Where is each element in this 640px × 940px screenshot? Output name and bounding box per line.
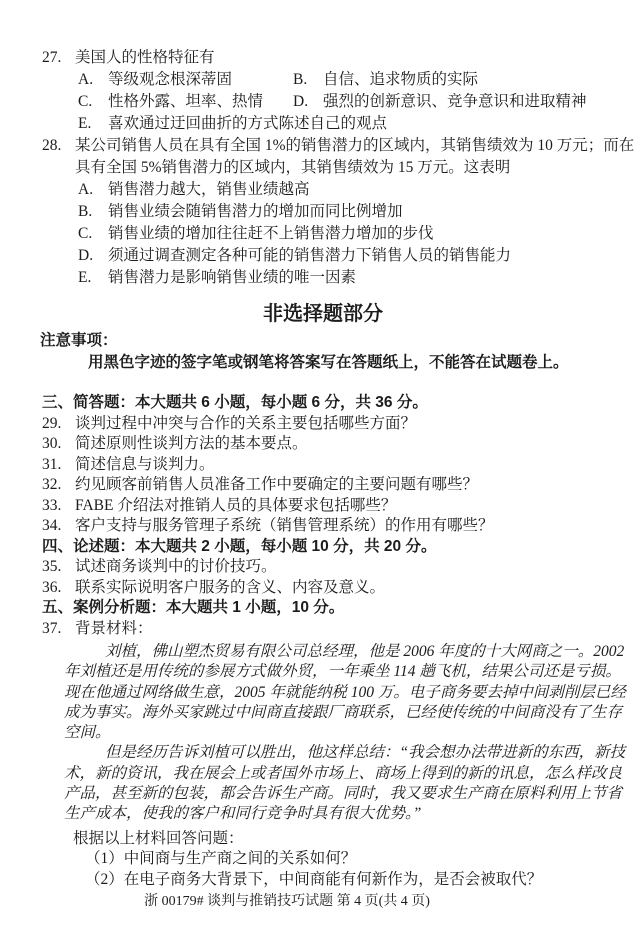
section-3	[42, 393, 604, 537]
question-29: 29. 谈判过程中冲突与合作的关系主要包括哪些方面？	[42, 414, 417, 432]
question-28-number: 28.	[42, 137, 62, 154]
question-27	[42, 47, 604, 135]
question-28-stem-line2: 具有全国 5%销售潜力的区域内，其销售绩效为 15 万元。这表明	[75, 159, 511, 176]
material-p1-line5: 空间。	[64, 724, 111, 742]
sub-question-1: （1） 中间商与生产商之间的关系如何？	[85, 850, 357, 868]
section-3-heading: 三、简答题：本大题共 6 小题，每小题 6 分，共 36 分。	[42, 394, 428, 411]
question-31: 31. 简述信息与谈判力。	[42, 455, 215, 473]
option-27-e: E. 喜欢通过迂回曲折的方式陈述自己的观点	[78, 115, 388, 132]
part-title: 非选择题部分	[263, 303, 383, 325]
option-28-a: A. 销售潜力越大，销售业绩越高	[78, 181, 310, 198]
question-27-options	[78, 69, 604, 135]
question-32: 32. 约见顾客前销售人员准备工作中要确定的主要问题有哪些？	[42, 476, 479, 493]
question-36: 36. 联系实际说明客户服务的含义、内容及意义。	[42, 578, 386, 596]
question-37: 37. 背景材料：	[42, 619, 153, 637]
option-28-e: E. 销售潜力是影响销售业绩的唯一因素	[78, 269, 357, 286]
notice-block	[42, 330, 604, 374]
material-p2-line1: 但是经历告诉刘植可以胜出，他这样总结：“我会想办法带进新的东西，新技	[105, 744, 626, 762]
question-28-stem-line1: 某公司销售人员在具有全国 1%的销售潜力的区域内，其销售绩效为 10 万元；而在	[75, 137, 635, 154]
page-footer: 浙 00179# 谈判与推销技巧试题 第 4 页(共 4 页)	[144, 894, 430, 910]
sub-question-2: （2） 在电子商务大背景下，中间商能有何新作为，是否会被取代？	[85, 870, 543, 888]
section-5	[42, 598, 626, 890]
material-p2-line4: 生产成本，使我的客户和同行竞争时具有很大优势。”	[64, 805, 422, 823]
answer-prompt: 根据以上材料回答问题：	[73, 829, 244, 847]
option-28-c: C. 销售业绩的增加往往赶不上销售潜力增加的步伐	[78, 225, 434, 242]
material-p2-line2: 术，新的资讯，我在展会上或者国外市场上、商场上得到的新的讯息，怎么样改良	[64, 764, 623, 782]
section-5-heading: 五、案例分析题：本大题共 1 小题，10 分。	[42, 599, 345, 616]
material-p1-line1: 刘植，佛山塑杰贸易有限公司总经理，他是 2006 年度的十大网商之一。2002	[105, 643, 625, 660]
question-34: 34. 客户支持与服务管理子系统（销售管理系统）的作用有哪些？	[42, 517, 494, 534]
option-27-c: C. 性格外露、坦率、热情	[78, 93, 264, 110]
section-4-heading: 四、论述题：本大题共 2 小题，每小题 10 分，共 20 分。	[42, 537, 437, 555]
option-27-d: D. 强烈的创新意识、竞争意识和进取精神	[293, 93, 587, 110]
option-28-b: B. 销售业绩会随销售潜力的增加而同比例增加	[78, 203, 403, 220]
material-p1-line2: 年刘植还是用传统的参展方式做外贸，一年乘坐 114 趟飞机，结果公司还是亏损。	[64, 663, 621, 681]
option-27-b: B. 自信、追求物质的实际	[293, 71, 479, 88]
case-material	[64, 642, 626, 825]
option-28-d: D. 须通过调查测定各种可能的销售潜力下销售人员的销售能力	[78, 247, 512, 264]
question-28-options	[78, 179, 604, 289]
material-p2-line3: 产品，甚至新的包装，都会告诉生产商。同时，我又要求生产商在原料利用上节省	[64, 785, 623, 803]
material-p1-line3: 现在他通过网络做生意，2005 年就能纳税 100 万。电子商务要去掉中间剥削层已经	[64, 683, 626, 701]
question-30: 30. 简述原则性谈判方法的基本要点。	[42, 435, 308, 452]
material-p1-line4: 成为事实。海外买家跳过中间商直接跟厂商联系，已经使传统的中间商没有了生存	[64, 703, 623, 721]
question-28	[42, 135, 635, 289]
section-4	[42, 537, 604, 599]
question-35: 35. 试述商务谈判中的讨价技巧。	[42, 558, 277, 575]
notice-title: 注意事项：	[40, 332, 118, 349]
question-27-stem: 美国人的性格特征有	[75, 49, 215, 66]
notice-body: 用黑色字迹的签字笔或钢笔将答案写在答题纸上，不能答在试题卷上。	[88, 354, 569, 371]
option-27-a: A. 等级观念根深蒂固	[78, 71, 233, 88]
question-27-number: 27.	[42, 49, 62, 66]
question-33: 33. FABE 介绍法对推销人员的具体要求包括哪些？	[42, 496, 397, 514]
